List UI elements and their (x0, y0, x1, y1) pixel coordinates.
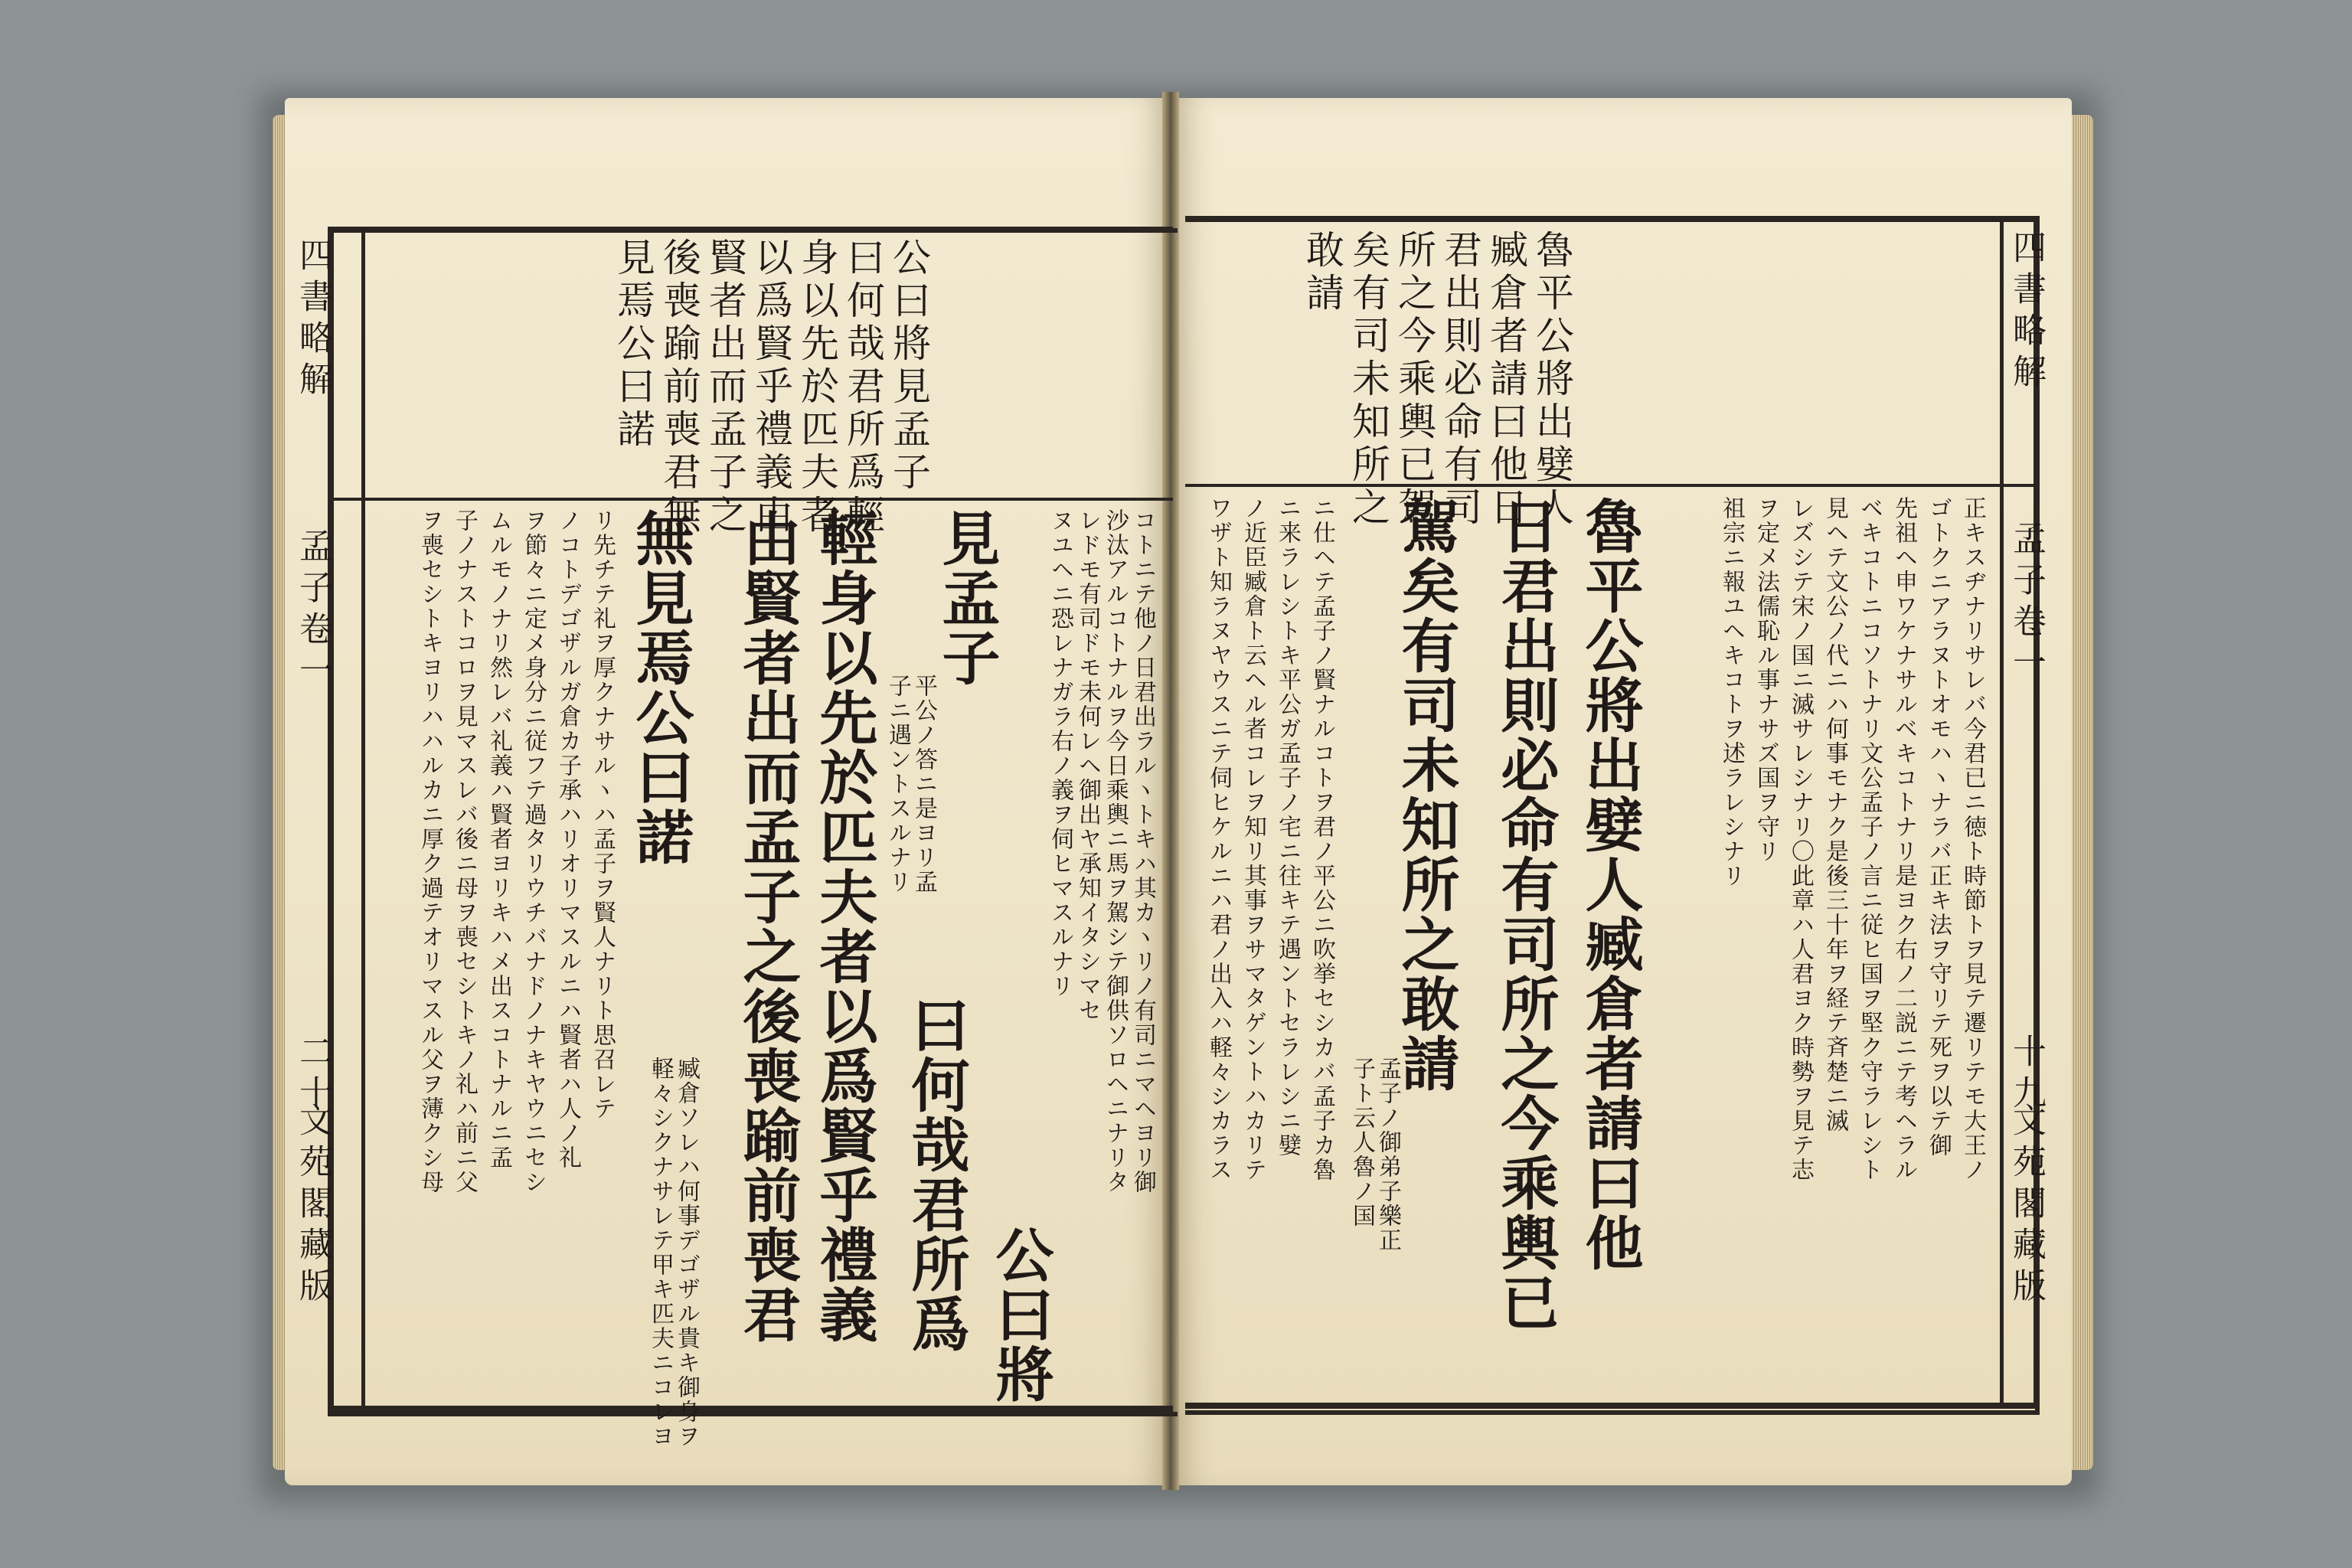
left-note-line-7: 臧倉ソレハ何事デゴザル貴キ御身ヲ (673, 1057, 700, 1449)
left-note-line-11: ヲ節々ニ定メ身分ニ従フテ過タリウチバナドノナキヤウニセシ (520, 508, 547, 1194)
right-margin-title: 四書略解 (2007, 230, 2046, 395)
right-note-line-9: 孟子ノ御弟子樂正 (1374, 1057, 1401, 1253)
right-margin-rule (2000, 216, 2004, 1407)
left-upper-line-7: 見焉公曰諾 (611, 237, 655, 452)
left-upper-line-6: 後喪踰前喪君無 (657, 237, 701, 537)
left-note-line-10: ノコトデゴザルガ倉カ子承ハリオリマスルニハ賢者ハ人ノ礼 (554, 508, 581, 1170)
right-margin-publisher: 文苑閣藏版 (2007, 1102, 2046, 1309)
left-margin-chapter: 孟子卷一 (293, 528, 332, 694)
right-note-line-14: ワザト知ラヌヤウスニテ伺ヒケルニハ君ノ出入ハ軽々シカラス (1205, 496, 1232, 1182)
left-upper-line-3: 身以先於匹夫者 (795, 237, 839, 537)
right-note-line-13: ノ近臣臧倉ト云ヘル者コレヲ知リ其事ヲサマタゲントハカリテ (1240, 496, 1266, 1182)
right-note-line-11: ニ仕ヘテ孟子ノ賢ナルコトヲ君ノ平公ニ吹挙セシカバ孟子カ魯 (1308, 496, 1335, 1182)
left-note-line-3: レドモ有司ドモ未何レヘ御出ヤ承知イタシマセ (1074, 508, 1101, 1023)
left-note-line-9: リ先チテ礼ヲ厚クナサルヽハ孟子ヲ賢人ナリト思召レテ (589, 508, 616, 1121)
left-note-line-6: 子ニ遇ントスルナリ (884, 674, 911, 894)
right-note-line-3: 先祖ヘ申ワケナサルベキコトナリ是ヨク右ノ二説ニテ考ヘラル (1890, 496, 1917, 1182)
left-note-line-5: 平公ノ答ニ是ヨリ孟 (910, 674, 937, 894)
left-text-line-3: 曰何哉君所爲 (902, 995, 970, 1354)
left-upper-line-5: 賢者出而孟子之 (703, 237, 747, 537)
right-text-line-2: 日君出則必命有司所之今乘輿已 (1491, 496, 1560, 1332)
right-note-line-6: レズシテ宋ノ国ニ滅サレシナリ〇此章ハ人君ヨク時勢ヲ見テ志 (1787, 496, 1814, 1182)
left-top-rule (328, 227, 1173, 233)
right-text-line-3: 駕矣有司未知所之敢請 (1392, 496, 1460, 1093)
right-margin-folio: 十九 (2007, 1034, 2046, 1116)
right-note-line-1: 正キスヂナリサレバ今君已ニ徳ト時節トヲ見テ遷リテモ大王ノ (1959, 496, 1986, 1182)
left-margin-folio: 二十 (293, 1034, 332, 1116)
left-text-line-1: 見孟子 (933, 508, 1001, 688)
left-margin-title: 四書略解 (293, 237, 332, 403)
left-note-line-2: 沙汰アルコトナルヲ今日乘輿ニ馬ヲ駕シテ御供ソロヘニナリタ (1102, 508, 1129, 1194)
right-note-line-8: 祖宗ニ報ユヘキコトヲ述ラレシナリ (1718, 496, 1745, 888)
right-text-line-1: 魯平公將出嬖人臧倉者請曰他 (1576, 496, 1644, 1272)
left-margin-rule (361, 227, 365, 1412)
right-bottom-rule (1185, 1403, 2040, 1409)
right-upper-line-3: 君出則必命有司 (1438, 230, 1482, 530)
left-text-line-4: 輕身以先於匹夫者以爲賢乎禮義 (810, 508, 878, 1344)
right-top-rule (1185, 216, 2040, 222)
left-text-line-5: 由賢者出而孟子之後喪踰前喪君 (733, 508, 802, 1344)
right-upper-line-5: 矣有司未知所之 (1346, 230, 1390, 530)
left-note-line-8: 軽々シクナサレテ甲キ匹夫ニコレヨ (647, 1057, 674, 1449)
left-upper-line-4: 以爲賢乎禮義由 (749, 237, 793, 537)
left-upper-line-2: 曰何哉君所爲輕 (841, 237, 885, 537)
left-bottom-rule (328, 1406, 1173, 1412)
right-note-line-4: ベキコトニコソトナリ文公孟子ノ言ニ従ヒ国ヲ堅ク守ラレシト (1856, 496, 1883, 1182)
right-upper-line-4: 所之今乘輿已駕 (1392, 230, 1436, 530)
left-note-line-14: ヲ喪セシトキヨリハハルカニ厚ク過テオリマスル父ヲ薄クシ母 (416, 508, 443, 1194)
right-margin-chapter: 孟子卷一 (2007, 521, 2046, 686)
right-note-line-2: ゴトクニアラヌトオモハヽナラバ正キ法ヲ守リテ死ヲ以テ御 (1925, 496, 1952, 1158)
left-note-line-13: 子ノナストコロヲ見マスレバ後ニ母ヲ喪セシトキノ礼ハ前ニ父 (451, 508, 478, 1194)
right-note-line-7: ヲ定メ法儒恥ル事ナサズ国ヲ守リ (1753, 496, 1779, 864)
left-text-line-2: 公曰將 (986, 1225, 1054, 1404)
left-note-line-12: ムルモノナリ然レバ礼義ハ賢者ヨリキハメ出スコトナルニ孟 (485, 508, 512, 1170)
left-upper-line-1: 公曰將見孟子 (887, 237, 931, 495)
right-note-line-10: 子ト云人魯ノ国 (1348, 1057, 1375, 1228)
right-middle-rule (1185, 484, 2040, 487)
left-margin-publisher: 文苑閣藏版 (293, 1102, 332, 1309)
right-note-line-12: ニ来ラレシトキ平公ガ孟子ノ宅ニ往キテ遇ントセラレシニ嬖 (1274, 496, 1301, 1158)
left-text-line-6: 無見焉公曰諾 (626, 508, 694, 867)
right-note-line-5: 見ヘテ文公ノ代ニハ何事モナク是後三十年ヲ経テ斉楚ニ滅 (1821, 496, 1848, 1133)
right-upper-line-2: 臧倉者請曰他日 (1484, 230, 1528, 530)
left-note-line-4: ヌユヘニ恐レナガラ右ノ義ヲ伺ヒマスルナリ (1047, 508, 1073, 998)
left-note-line-1: コトニテ他ノ日君出ラルヽトキハ其カヽリノ有司ニマヘヨリ御 (1129, 508, 1156, 1194)
right-upper-line-6: 敢請 (1300, 230, 1344, 315)
right-upper-line-1: 魯平公將出嬖人 (1530, 230, 1574, 530)
